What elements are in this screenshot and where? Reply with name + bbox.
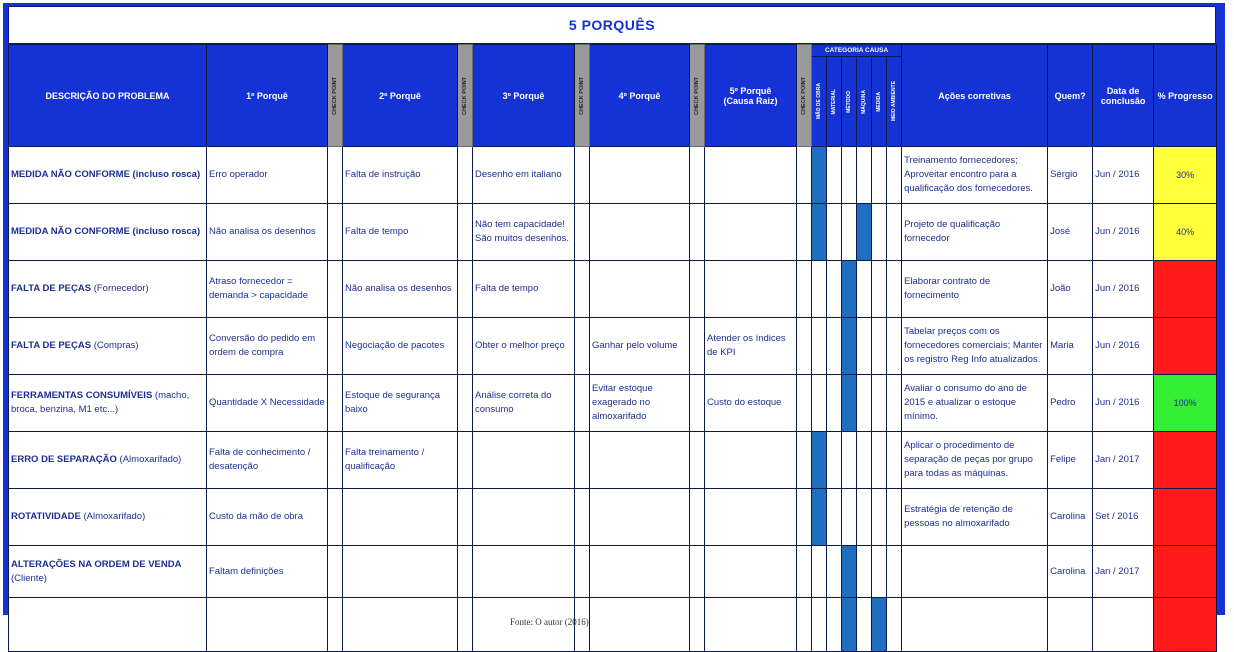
responsible: Carolina: [1048, 489, 1093, 546]
checkpoint-cell: [458, 489, 473, 546]
problem-title: MEDIDA NÃO CONFORME (incluso rosca): [11, 226, 201, 237]
category-cell-mao-de-obra: [812, 147, 827, 204]
checkpoint-cell: [458, 375, 473, 432]
checkpoint-cell: [328, 375, 343, 432]
checkpoint-cell: [575, 261, 590, 318]
porque-3-cell: [473, 546, 575, 598]
problem-title: FERRAMENTAS CONSUMÍVEIS: [11, 390, 153, 401]
porque-5-cell: [705, 598, 797, 652]
category-cell-maquina: [857, 598, 872, 652]
checkpoint-cell: [575, 432, 590, 489]
porque-1-cell: Erro operador: [207, 147, 328, 204]
corrective-action: Estratégia de retenção de pessoas no almoxarifado: [902, 489, 1048, 546]
category-cell-meio-ambiente: [887, 375, 902, 432]
category-cell-metodo: [842, 598, 857, 652]
category-cell-meio-ambiente: [887, 318, 902, 375]
category-cell-mao-de-obra: [812, 261, 827, 318]
porque-1-cell: Conversão do pedido em ordem de compra: [207, 318, 328, 375]
porque-3-cell: [473, 432, 575, 489]
header-checkpoint-5: CHECK POINT: [797, 45, 812, 147]
problem-detail: (Compras): [91, 340, 139, 351]
responsible: Maria: [1048, 318, 1093, 375]
category-cell-meio-ambiente: [887, 489, 902, 546]
completion-date: Jun / 2016: [1093, 318, 1154, 375]
progress-status: [1154, 598, 1217, 652]
corrective-action: Treinamento fornecedores; Aproveitar encontro para a qualificação dos fornecedores.: [902, 147, 1048, 204]
checkpoint-cell: [458, 261, 473, 318]
checkpoint-cell: [690, 432, 705, 489]
category-cell-meio-ambiente: [887, 204, 902, 261]
checkpoint-cell: [797, 204, 812, 261]
category-cell-medida: [872, 147, 887, 204]
progress-status: [1154, 261, 1217, 318]
completion-date: [1093, 598, 1154, 652]
header-porque-1: 1º Porquê: [207, 45, 328, 147]
category-cell-metodo: [842, 204, 857, 261]
completion-date: Jun / 2016: [1093, 375, 1154, 432]
checkpoint-cell: [690, 598, 705, 652]
checkpoint-cell: [575, 489, 590, 546]
header-porque-5-line2: (Causa Raiz): [723, 95, 778, 106]
category-cell-medida: [872, 546, 887, 598]
porque-1-cell: Faltam definições: [207, 546, 328, 598]
porque-5-cell: [705, 204, 797, 261]
category-cell-maquina: [857, 375, 872, 432]
table-row: [9, 147, 1217, 204]
category-cell-maquina: [857, 546, 872, 598]
completion-date: Jan / 2017: [1093, 432, 1154, 489]
header-descricao: DESCRIÇÃO DO PROBLEMA: [9, 45, 207, 147]
porque-2-cell: Falta de instrução: [343, 147, 458, 204]
checkpoint-cell: [328, 318, 343, 375]
problem-description: [9, 546, 207, 598]
porque-5-cell: [705, 546, 797, 598]
progress-status: [1154, 489, 1217, 546]
category-cell-mao-de-obra: [812, 318, 827, 375]
corrective-action: Avaliar o consumo do ano de 2015 e atualizar o estoque mínimo.: [902, 375, 1048, 432]
responsible: José: [1048, 204, 1093, 261]
table-row: [9, 375, 1217, 432]
checkpoint-cell: [328, 261, 343, 318]
table-row: [9, 261, 1217, 318]
category-cell-meio-ambiente: [887, 261, 902, 318]
checkpoint-cell: [690, 489, 705, 546]
table-row: [9, 432, 1217, 489]
header-porque-5-line1: 5º Porquê: [729, 85, 772, 96]
category-cell-maquina: [857, 432, 872, 489]
category-cell-mao-de-obra: [812, 375, 827, 432]
problem-title: ALTERAÇÕES NA ORDEM DE VENDA: [11, 558, 182, 570]
porque-3-cell: Análise correta do consumo: [473, 375, 575, 432]
progress-status: 30%: [1154, 147, 1217, 204]
problem-detail: (macho, broca, benzina, M1 etc...): [11, 390, 190, 415]
category-cell-metodo: [842, 261, 857, 318]
category-cell-metodo: [842, 375, 857, 432]
porque-2-cell: [343, 489, 458, 546]
problem-description: [9, 489, 207, 546]
header-data: [1093, 45, 1154, 147]
porque-1-cell: Atraso fornecedor = demanda > capacidade: [207, 261, 328, 318]
table-row: [9, 318, 1217, 375]
checkpoint-cell: [458, 546, 473, 598]
porque-5-cell: [705, 432, 797, 489]
porque-4-cell: [590, 261, 690, 318]
porque-4-cell: Ganhar pelo volume: [590, 318, 690, 375]
porque-4-cell: [590, 147, 690, 204]
problem-detail: (Almoxarifado): [116, 454, 182, 465]
header-progresso: % Progresso: [1154, 45, 1217, 147]
checkpoint-cell: [575, 318, 590, 375]
category-cell-mao-de-obra: [812, 598, 827, 652]
checkpoint-cell: [797, 432, 812, 489]
checkpoint-cell: [328, 489, 343, 546]
category-cell-maquina: [857, 147, 872, 204]
checkpoint-cell: [797, 546, 812, 598]
problem-detail: (Fornecedor): [91, 283, 149, 294]
table-row: [9, 546, 1217, 598]
category-cell-metodo: [842, 318, 857, 375]
header-checkpoint-2: CHECK POINT: [458, 45, 473, 147]
problem-detail: (Almoxarifado): [80, 511, 146, 522]
checkpoint-cell: [328, 204, 343, 261]
completion-date: Set / 2016: [1093, 489, 1154, 546]
porque-2-cell: [343, 598, 458, 652]
header-checkpoint-3: CHECK POINT: [575, 45, 590, 147]
category-cell-metodo: [842, 546, 857, 598]
checkpoint-cell: [797, 318, 812, 375]
problem-description: [9, 204, 207, 261]
completion-date: Jun / 2016: [1093, 261, 1154, 318]
problem-title: ERRO DE SEPARAÇÃO: [11, 454, 117, 465]
problem-description: [9, 375, 207, 432]
category-cell-meio-ambiente: [887, 598, 902, 652]
corrective-action: Elaborar contrato de fornecimento: [902, 261, 1048, 318]
progress-status: [1154, 432, 1217, 489]
problem-detail: (Cliente): [11, 572, 47, 584]
porque-4-cell: [590, 598, 690, 652]
porque-3-cell: Desenho em italiano: [473, 147, 575, 204]
porque-1-cell: Custo da mão de obra: [207, 489, 328, 546]
category-cell-material: [827, 261, 842, 318]
porque-2-cell: Negociação de pacotes: [343, 318, 458, 375]
corrective-action: Projeto de qualificação fornecedor: [902, 204, 1048, 261]
porque-4-cell: [590, 204, 690, 261]
header-porque-4: 4º Porquê: [590, 45, 690, 147]
header-cat-maquina: MÁQUINA: [857, 57, 872, 147]
problem-description: [9, 261, 207, 318]
header-porque-3: 3º Porquê: [473, 45, 575, 147]
problem-title: ROTATIVIDADE: [11, 511, 81, 522]
category-cell-medida: [872, 318, 887, 375]
problem-description: [9, 147, 207, 204]
porque-5-cell: [705, 147, 797, 204]
problem-title: FALTA DE PEÇAS: [11, 340, 92, 351]
category-cell-medida: [872, 489, 887, 546]
porque-1-cell: Não analisa os desenhos: [207, 204, 328, 261]
progress-status: 100%: [1154, 375, 1217, 432]
responsible: Sérgio: [1048, 147, 1093, 204]
category-cell-material: [827, 546, 842, 598]
porque-5-cell: [705, 261, 797, 318]
completion-date: Jun / 2016: [1093, 147, 1154, 204]
category-cell-metodo: [842, 489, 857, 546]
category-cell-maquina: [857, 318, 872, 375]
checkpoint-cell: [458, 204, 473, 261]
porque-2-cell: [343, 546, 458, 598]
header-porque-5: [705, 45, 797, 147]
responsible: João: [1048, 261, 1093, 318]
responsible: Felipe: [1048, 432, 1093, 489]
header-acoes: Ações corretivas: [902, 45, 1048, 147]
category-cell-material: [827, 432, 842, 489]
checkpoint-cell: [575, 375, 590, 432]
category-cell-maquina: [857, 261, 872, 318]
problem-description: [9, 598, 207, 652]
porque-4-cell: Evitar estoque exagerado no almoxarifado: [590, 375, 690, 432]
checkpoint-cell: [690, 204, 705, 261]
porque-5-cell: Custo do estoque: [705, 375, 797, 432]
category-cell-mao-de-obra: [812, 546, 827, 598]
category-cell-material: [827, 489, 842, 546]
corrective-action: [902, 598, 1048, 652]
category-cell-metodo: [842, 432, 857, 489]
completion-date: Jun / 2016: [1093, 204, 1154, 261]
table-row: [9, 204, 1217, 261]
problem-description: [9, 432, 207, 489]
responsible: Carolina: [1048, 546, 1093, 598]
porque-4-cell: [590, 546, 690, 598]
porque-1-cell: [207, 598, 328, 652]
header-cat-meio-ambiente: MEIO AMBIENTE: [887, 57, 902, 147]
header-checkpoint-4: CHECK POINT: [690, 45, 705, 147]
problem-title: FALTA DE PEÇAS: [11, 283, 92, 294]
porque-1-cell: Quantidade X Necessidade: [207, 375, 328, 432]
category-cell-medida: [872, 432, 887, 489]
header-cat-metodo: MÉTODO: [842, 57, 857, 147]
checkpoint-cell: [575, 147, 590, 204]
progress-status: [1154, 318, 1217, 375]
porque-2-cell: Falta treinamento / qualificação: [343, 432, 458, 489]
responsible: [1048, 598, 1093, 652]
porque-2-cell: Estoque de segurança baixo: [343, 375, 458, 432]
category-cell-mao-de-obra: [812, 489, 827, 546]
checkpoint-cell: [458, 318, 473, 375]
problem-description: [9, 318, 207, 375]
porque-4-cell: [590, 432, 690, 489]
porque-5-cell: [705, 489, 797, 546]
completion-date: Jan / 2017: [1093, 546, 1154, 598]
porque-3-cell: Obter o melhor preço: [473, 318, 575, 375]
category-cell-meio-ambiente: [887, 147, 902, 204]
table-row: [9, 489, 1217, 546]
checkpoint-cell: [328, 432, 343, 489]
corrective-action: [902, 546, 1048, 598]
five-whys-table: [8, 44, 1217, 652]
table-row: [9, 598, 1217, 652]
header-cat-material: MATERIAL: [827, 57, 842, 147]
category-cell-metodo: [842, 147, 857, 204]
checkpoint-cell: [458, 598, 473, 652]
category-cell-material: [827, 318, 842, 375]
category-cell-material: [827, 598, 842, 652]
header-porque-2: 2º Porquê: [343, 45, 458, 147]
checkpoint-cell: [328, 147, 343, 204]
checkpoint-cell: [575, 204, 590, 261]
header-categoria-causa: CATEGORIA CAUSA: [812, 45, 902, 57]
checkpoint-cell: [690, 546, 705, 598]
progress-status: [1154, 546, 1217, 598]
checkpoint-cell: [575, 546, 590, 598]
category-cell-material: [827, 147, 842, 204]
page-title: 5 PORQUÊS: [568, 17, 656, 33]
porque-3-cell: Falta de tempo: [473, 261, 575, 318]
category-cell-maquina: [857, 204, 872, 261]
checkpoint-cell: [797, 375, 812, 432]
checkpoint-cell: [690, 318, 705, 375]
category-cell-medida: [872, 204, 887, 261]
corrective-action: Aplicar o procedimento de separação de peças por grupo para todas as máquinas.: [902, 432, 1048, 489]
problem-title: MEDIDA NÃO CONFORME (incluso rosca): [11, 169, 201, 180]
header-checkpoint-1: CHECK POINT: [328, 45, 343, 147]
header-quem: Quem?: [1048, 45, 1093, 147]
header-data-line1: Data de: [1106, 85, 1140, 96]
category-cell-meio-ambiente: [887, 432, 902, 489]
corrective-action: Tabelar preços com os fornecedores comerciais; Manter os registro Reg Info atualizados.: [902, 318, 1048, 375]
checkpoint-cell: [328, 546, 343, 598]
category-cell-mao-de-obra: [812, 204, 827, 261]
porque-4-cell: [590, 489, 690, 546]
checkpoint-cell: [690, 375, 705, 432]
title-bar: [8, 6, 1216, 44]
checkpoint-cell: [458, 147, 473, 204]
header-cat-mao-de-obra: MÃO DE OBRA: [812, 57, 827, 147]
checkpoint-cell: [458, 432, 473, 489]
checkpoint-cell: [797, 598, 812, 652]
category-cell-meio-ambiente: [887, 546, 902, 598]
checkpoint-cell: [797, 147, 812, 204]
checkpoint-cell: [690, 147, 705, 204]
checkpoint-cell: [328, 598, 343, 652]
checkpoint-cell: [797, 489, 812, 546]
porque-2-cell: Falta de tempo: [343, 204, 458, 261]
porque-3-cell: [473, 489, 575, 546]
checkpoint-cell: [690, 261, 705, 318]
category-cell-medida: [872, 375, 887, 432]
category-cell-mao-de-obra: [812, 432, 827, 489]
checkpoint-cell: [797, 261, 812, 318]
header-data-line2: conclusão: [1100, 95, 1146, 106]
category-cell-material: [827, 204, 842, 261]
header-cat-medida: MEDIDA: [872, 57, 887, 147]
progress-status: 40%: [1154, 204, 1217, 261]
category-cell-maquina: [857, 489, 872, 546]
porque-3-cell: Não tem capacidade! São muitos desenhos.: [473, 204, 575, 261]
porque-5-cell: Atender os índices de KPI: [705, 318, 797, 375]
responsible: Pedro: [1048, 375, 1093, 432]
porque-1-cell: Falta de conhecimento / desatenção: [207, 432, 328, 489]
category-cell-material: [827, 375, 842, 432]
source-caption: Fonte: O autor (2016): [510, 617, 589, 627]
category-cell-medida: [872, 261, 887, 318]
category-cell-medida: [872, 598, 887, 652]
porque-2-cell: Não analisa os desenhos: [343, 261, 458, 318]
